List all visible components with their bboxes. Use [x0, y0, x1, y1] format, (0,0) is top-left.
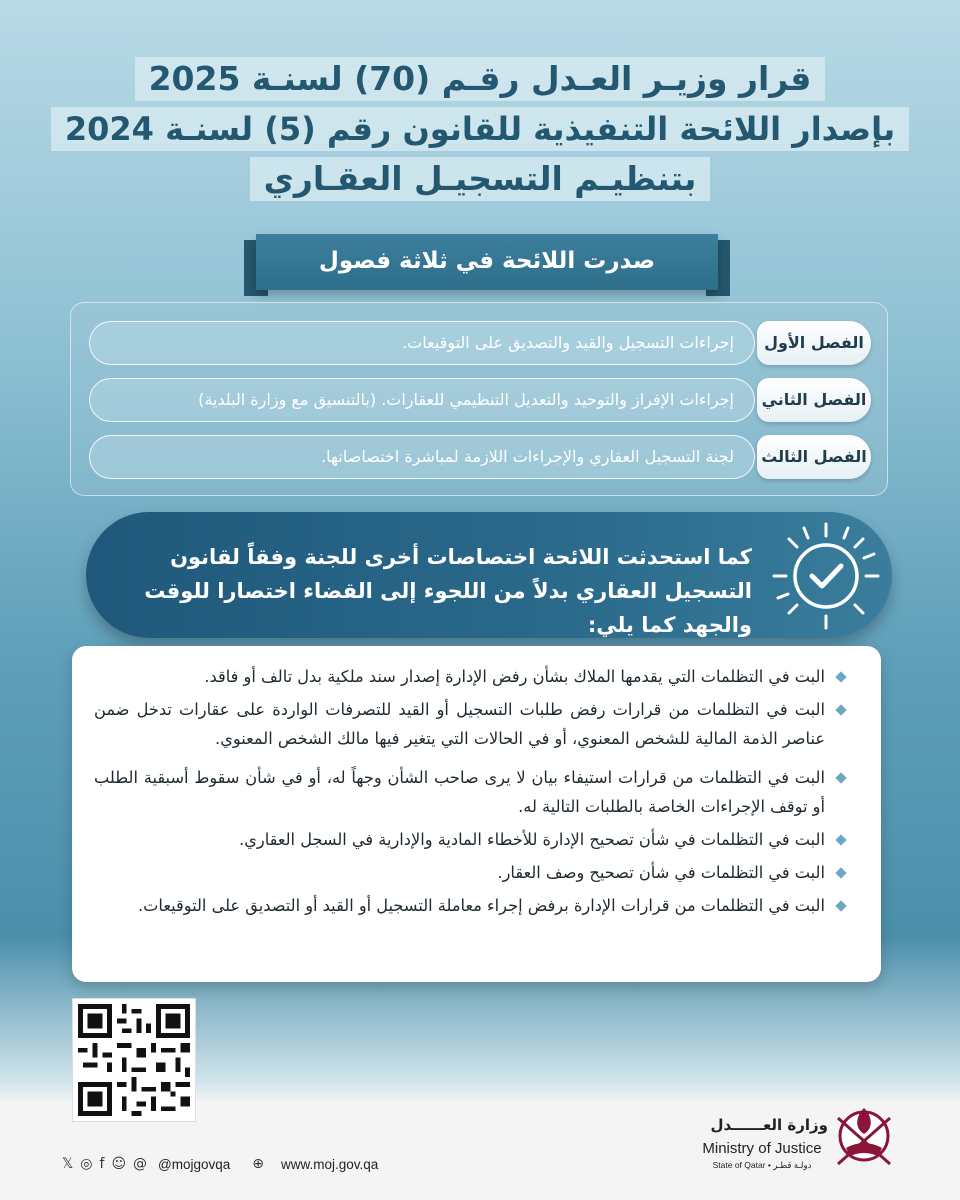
- diamond-bullet-icon: [835, 900, 846, 911]
- ministry-name-ar: وزارة العــــــدل: [710, 1116, 828, 1134]
- chapter-row-1: [89, 321, 871, 365]
- x-icon[interactable]: 𝕏: [62, 1156, 74, 1172]
- chapters-panel: [70, 302, 888, 496]
- qatar-emblem-icon: [832, 1098, 896, 1174]
- ministry-name-en: Ministry of Justice: [702, 1140, 822, 1157]
- title-line-2: بإصدار اللائحة التنفيذية للقانون رقم (5) لسنـة 2024: [51, 107, 909, 151]
- chapter-description: إجراءات الإفراز والتوحيد والتعديل التنظيمي للعقارات. (بالتنسيق مع وزارة البلدية): [89, 378, 755, 422]
- website-link[interactable]: www.moj.gov.qa: [281, 1156, 379, 1172]
- list-item-text: البت في التظلمات من قرارات استيفاء بيان لا يرى صاحب الشأن وجهاً له، أو في شأن سقوط أسبقية الطلب أو توقف الإجراءات الخاصة بالطلبات التالية له.: [94, 768, 825, 816]
- title-line-1: قرار وزيـر العـدل رقـم (70) لسنـة 2025: [135, 57, 826, 101]
- diamond-bullet-icon: [835, 704, 846, 715]
- chapter-label: الفصل الثاني: [757, 378, 871, 422]
- snapchat-icon[interactable]: ☺: [111, 1156, 127, 1172]
- globe-icon: ⊕: [252, 1156, 265, 1172]
- chapter-label: الفصل الأول: [757, 321, 871, 365]
- social-handle[interactable]: @mojgovqa: [158, 1156, 231, 1172]
- footer-social: [62, 1152, 378, 1176]
- list-item: [94, 695, 847, 753]
- list-item: [94, 662, 847, 691]
- list-item-text: البت في التظلمات في شأن تصحيح الإدارة للأخطاء المادية والإدارية في السجل العقاري.: [239, 830, 825, 849]
- qr-code[interactable]: [72, 998, 196, 1122]
- diamond-bullet-icon: [835, 772, 846, 783]
- list-item: [94, 891, 847, 920]
- state-of-qatar: State of Qatar • دولـة قطـر: [712, 1160, 812, 1170]
- diamond-bullet-icon: [835, 834, 846, 845]
- diamond-bullet-icon: [835, 671, 846, 682]
- highlight-text: كما استحدثت اللائحة اختصاصات أخرى للجنة وفقاً لقانون التسجيل العقاري بدلاً من اللجوء إلى القضاء اختصارا للوقت والجهد كما يلي:: [144, 545, 752, 637]
- page-title: [0, 54, 960, 204]
- competencies-list: [72, 646, 881, 982]
- title-line-3: بتنظيـم التسجيـل العقـاري: [250, 157, 711, 201]
- list-item-text: البت في التظلمات من قرارات رفض طلبات التسجيل أو القيد للتصرفات الواردة على عقارات تدخل ضمن عناصر الذمة المالية للشخص المعنوي، أو في الحالات التي يتغير فيها مالك الشخص المعنوي.: [94, 700, 825, 748]
- list-item-text: البت في التظلمات من قرارات الإدارة برفض إجراء معاملة التسجيل أو القيد أو التصديق على التوقيعات.: [138, 896, 825, 915]
- list-item: [94, 763, 847, 821]
- facebook-icon[interactable]: f: [99, 1156, 105, 1172]
- list-item: [94, 825, 847, 854]
- list-item: [94, 858, 847, 887]
- diamond-bullet-icon: [835, 867, 846, 878]
- chapter-description: لجنة التسجيل العقاري والإجراءات اللازمة لمباشرة اختصاصاتها.: [89, 435, 755, 479]
- ministry-logo: [690, 1098, 902, 1178]
- section-ribbon: صدرت اللائحة في ثلاثة فصول: [256, 234, 718, 290]
- chapter-row-3: [89, 435, 871, 479]
- list-item-text: البت في التظلمات في شأن تصحيح وصف العقار.: [497, 863, 825, 882]
- at-icon: @: [133, 1156, 148, 1172]
- chapter-row-2: [89, 378, 871, 422]
- chapter-label: الفصل الثالث: [757, 435, 871, 479]
- list-item-text: البت في التظلمات التي يقدمها الملاك بشأن رفض الإدارة إصدار سند ملكية بدل تالف أو فاقد.: [204, 667, 825, 686]
- instagram-icon[interactable]: ◎: [80, 1156, 93, 1172]
- chapter-description: إجراءات التسجيل والقيد والتصديق على التوقيعات.: [89, 321, 755, 365]
- checkmark-icon: [770, 520, 882, 632]
